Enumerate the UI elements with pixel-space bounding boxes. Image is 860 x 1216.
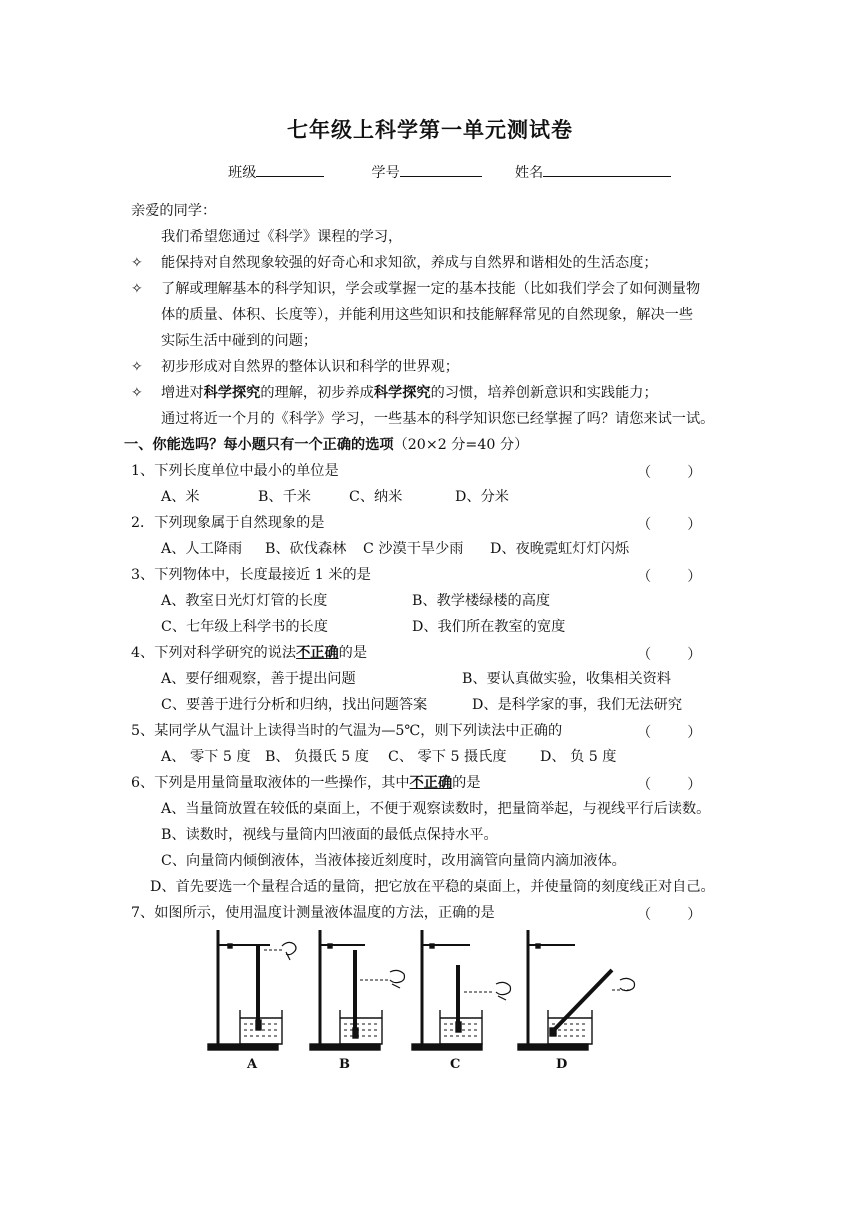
answer-parentheses[interactable]: （ ）: [637, 907, 702, 923]
option: D、分米: [455, 489, 509, 505]
bullet-icon: ✧: [131, 359, 143, 375]
stem-part: 的是: [338, 645, 368, 661]
student-info-fields: [228, 162, 671, 182]
answer-parentheses[interactable]: （ ）: [637, 777, 702, 793]
stand-d-illustration: [518, 930, 635, 1050]
question-stem: [131, 644, 367, 662]
question-stem: [131, 774, 481, 792]
option: B、教学楼绿楼的高度: [412, 593, 551, 609]
bullet-text-part: 增进对: [161, 385, 204, 401]
option: C、向量筒内倾倒液体，当液体接近刻度时，改用滴管向量筒内滴加液体。: [161, 853, 626, 869]
option: D、首先要选一个量程合适的量筒，把它放在平稳的桌面上，并使量筒的刻度线正对自己。: [150, 879, 715, 895]
section-heading: [124, 436, 528, 454]
figure-label-d: D: [556, 1057, 568, 1072]
bold-term: 科学探究: [203, 385, 261, 401]
page-title: 七年级上科学第一单元测试卷: [287, 118, 573, 142]
answer-parentheses[interactable]: （ ）: [637, 647, 702, 663]
emphasis-underlined: 不正确: [296, 645, 339, 661]
greeting: 亲爱的同学：: [131, 203, 217, 219]
intro-text: 我们希望您通过《科学》课程的学习，: [161, 229, 403, 245]
class-blank[interactable]: [256, 162, 324, 177]
answer-parentheses[interactable]: （ ）: [637, 465, 702, 481]
name-blank[interactable]: [543, 162, 671, 177]
bullet-icon: ✧: [131, 281, 143, 297]
closing-text: 通过将近一个月的《科学》学习，一些基本的科学知识您已经掌握了吗？请您来试一试。: [161, 411, 715, 427]
answer-parentheses[interactable]: （ ）: [637, 517, 702, 533]
bullet-text: 初步形成对自然界的整体认识和科学的世界观；: [161, 359, 459, 375]
bullet-text: [161, 384, 658, 402]
section-title: 一、你能选吗？每小题只有一个正确的选项: [124, 437, 394, 453]
option: A、人工降雨: [161, 541, 243, 557]
figure-label-c: C: [450, 1057, 461, 1072]
answer-parentheses[interactable]: （ ）: [637, 725, 702, 741]
option: A、要仔细观察，善于提出问题: [161, 671, 356, 687]
option: A、 零下 5 度: [161, 749, 251, 765]
class-label: 班级: [228, 165, 257, 181]
question-stem: 7、如图所示，使用温度计测量液体温度的方法，正确的是: [131, 905, 495, 921]
emphasis-underlined: 不正确: [409, 775, 453, 791]
option: B、读数时，视线与量筒内凹液面的最低点保持水平。: [161, 827, 498, 843]
figure-label-a: A: [247, 1057, 258, 1072]
bullet-text: 能保持对自然现象较强的好奇心和求知欲，养成与自然界和谐相处的生活态度；: [161, 255, 658, 271]
stem-part: 4、下列对科学研究的说法: [131, 645, 297, 661]
question-stem: 3、下列物体中，长度最接近 1 米的是: [131, 567, 371, 583]
bullet-text: 了解或理解基本的科学知识，学会或掌握一定的基本技能（比如我们学会了如何测量物: [161, 281, 701, 297]
option: B、千米: [258, 489, 311, 505]
option: D、夜晚霓虹灯灯闪烁: [490, 541, 630, 557]
stand-a-illustration: [208, 930, 296, 1050]
stem-part: 的是: [452, 775, 481, 791]
bullet-text-part: 的习惯，培养创新意识和实践能力；: [430, 385, 658, 401]
bullet-text-part: 的理解，初步养成: [260, 385, 374, 401]
section-score: （20×2 分=40 分）: [393, 437, 529, 453]
option: A、米: [161, 489, 200, 505]
question-stem: 2．下列现象属于自然现象的是: [131, 515, 325, 531]
bullet-icon: ✧: [131, 385, 143, 401]
stand-c-illustration: [412, 930, 511, 1050]
option: B、要认真做实验，收集相关资料: [462, 671, 672, 687]
number-blank[interactable]: [400, 162, 482, 177]
option: D、我们所在教室的宽度: [412, 619, 566, 635]
question-stem: 1、下列长度单位中最小的单位是: [131, 463, 339, 479]
option: C 沙漠干旱少雨: [363, 541, 464, 557]
option: A、当量筒放置在较低的桌面上，不便于观察读数时，把量筒举起，与视线平行后读数。: [161, 801, 711, 817]
stem-part: 6、下列是用量筒量取液体的一些操作，其中: [131, 775, 410, 791]
option: B、 负摄氏 5 度: [265, 749, 369, 765]
number-label: 学号: [371, 165, 400, 181]
option: D、是科学家的事，我们无法研究: [472, 697, 683, 713]
option: C、要善于进行分析和归纳，找出问题答案: [161, 697, 428, 713]
option: B、砍伐森林: [265, 541, 347, 557]
name-label: 姓名: [514, 165, 544, 181]
bullet-icon: ✧: [131, 255, 143, 271]
stand-b-illustration: [310, 930, 405, 1050]
bold-term: 科学探究: [373, 385, 431, 401]
option: C、七年级上科学书的长度: [161, 619, 328, 635]
option: C、 零下 5 摄氏度: [388, 749, 507, 765]
figure-label-b: B: [339, 1057, 350, 1072]
option: A、教室日光灯灯管的长度: [161, 593, 328, 609]
option: C、纳米: [349, 489, 403, 505]
thermometer-figure: [200, 920, 640, 1055]
bullet-text-cont: 实际生活中碰到的问题；: [161, 333, 318, 349]
bullet-text-cont: 体的质量、体积、长度等），并能利用这些知识和技能解释常见的自然现象，解决一些: [161, 307, 694, 323]
answer-parentheses[interactable]: （ ）: [637, 569, 702, 585]
option: D、 负 5 度: [540, 749, 617, 765]
question-stem: 5、某同学从气温计上读得当时的气温为—5℃，则下列读法中正确的: [131, 723, 563, 739]
